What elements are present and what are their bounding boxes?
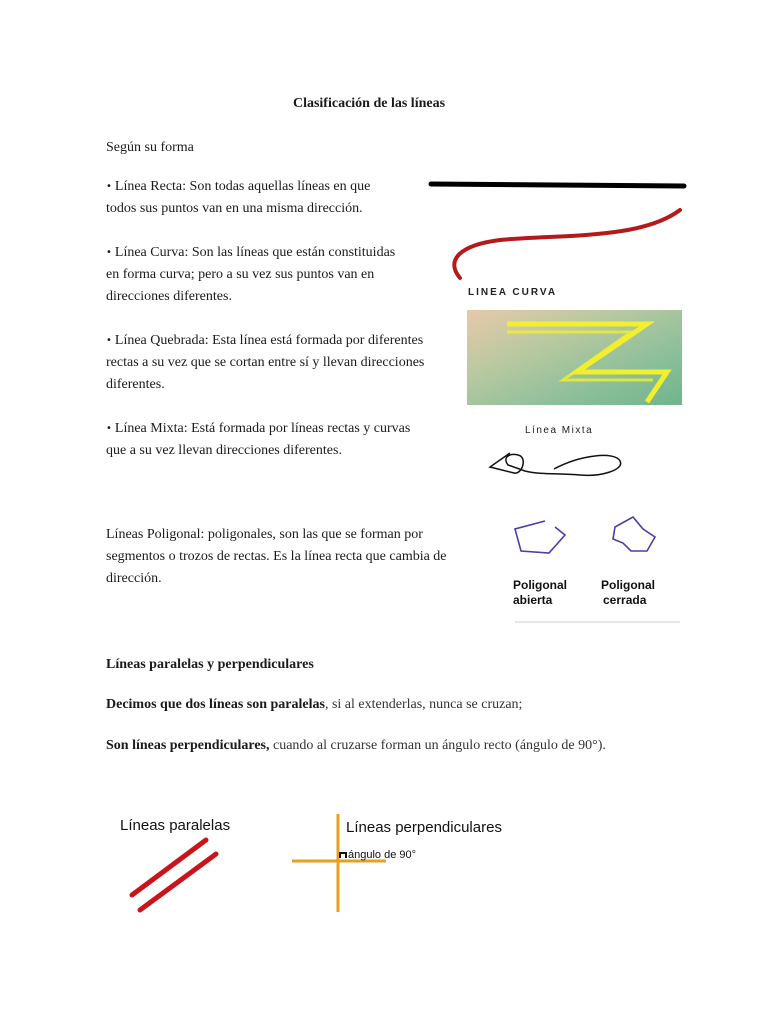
paralelas-graphic (110, 808, 260, 918)
bullet-icon: • (106, 181, 112, 192)
poligonal-abierta-shape (515, 521, 565, 553)
paralelas-rest: , si al extenderlas, nunca se cruzan; (324, 697, 523, 712)
recta-line-2: todos sus puntos van en una misma dirección. (106, 201, 363, 216)
perp-rest: cuando al cruzarse forman un ángulo recto (ángulo de 90°). (269, 738, 606, 753)
bullet-icon: • (106, 247, 112, 258)
curva-caption: LINEA CURVA (468, 287, 558, 298)
curva-line-2: en forma curva; pero a su vez sus puntos van en (106, 267, 375, 282)
paragraph-curva (106, 242, 395, 308)
section-heading-paralelas: Líneas paralelas y perpendiculares (106, 657, 314, 672)
quebrada-line-2: rectas a su vez que se cortan entre sí y llevan direcciones (106, 355, 425, 370)
angulo-caption: ángulo de 90° (348, 849, 417, 861)
mixta-line-2: que a su vez llevan direcciones diferentes. (106, 443, 342, 458)
poligonal-cerrada-label-1: Poligonal (601, 578, 655, 592)
figure-linea-curva (440, 200, 690, 300)
figure-paralelas (110, 808, 260, 918)
poligonal-cerrada-shape (613, 517, 655, 551)
figure-perpendiculares (288, 808, 528, 918)
perpendiculares-caption: Líneas perpendiculares (346, 819, 502, 836)
paragraph-paralelas (106, 694, 522, 716)
section-heading-forma: Según su forma (106, 140, 194, 155)
poligonal-abierta-label-1: Poligonal (513, 578, 567, 592)
curva-line-1: Línea Curva: Son las líneas que están constituidas (114, 245, 396, 260)
poligonal-cerrada-label-2: cerrada (603, 593, 647, 607)
linea-mixta-graphic (470, 415, 685, 505)
linea-curva-graphic (440, 200, 690, 300)
paralelas-bold: Decimos que dos líneas son paralelas (106, 697, 325, 712)
linea-quebrada-graphic (467, 310, 682, 405)
recta-line (431, 184, 684, 186)
page-title: Clasificación de las líneas (292, 96, 446, 111)
mixta-path (490, 453, 621, 475)
bullet-icon: • (106, 335, 112, 346)
quebrada-line-3: diferentes. (106, 377, 165, 392)
paragraph-perpendiculares (106, 735, 606, 757)
poligonal-line-1: Líneas Poligonal: poligonales, son las que se forman por (106, 527, 423, 542)
poligonal-line-2: segmentos o trozos de rectas. Es la línea recta que cambia de (106, 549, 447, 564)
mixta-line-1: Línea Mixta: Está formada por líneas rectas y curvas (114, 421, 411, 436)
figure-linea-quebrada (467, 310, 682, 405)
bullet-icon: • (106, 423, 112, 434)
linea-recta-graphic (428, 178, 688, 192)
poligonal-line-3: dirección. (106, 571, 162, 586)
perpendiculares-graphic (288, 808, 528, 918)
poligonal-abierta-label-2: abierta (513, 593, 553, 607)
paralelas-caption: Líneas paralelas (120, 817, 231, 834)
perp-bold: Son líneas perpendiculares, (106, 738, 270, 753)
recta-line-1: Línea Recta: Son todas aquellas líneas en que (114, 179, 371, 194)
figure-poligonal (505, 507, 685, 627)
paragraph-recta (106, 176, 370, 220)
paragraph-poligonal (106, 524, 447, 590)
poligonal-graphic (505, 507, 685, 627)
curva-path (454, 210, 680, 278)
paragraph-quebrada (106, 330, 424, 396)
paragraph-mixta (106, 418, 410, 462)
mixta-caption: Línea Mixta (525, 425, 594, 436)
quebrada-line-1: Línea Quebrada: Esta línea está formada por diferentes (114, 333, 424, 348)
figure-linea-recta (428, 178, 688, 192)
curva-line-3: direcciones diferentes. (106, 289, 232, 304)
figure-linea-mixta (470, 415, 685, 505)
right-angle-icon (340, 853, 346, 858)
